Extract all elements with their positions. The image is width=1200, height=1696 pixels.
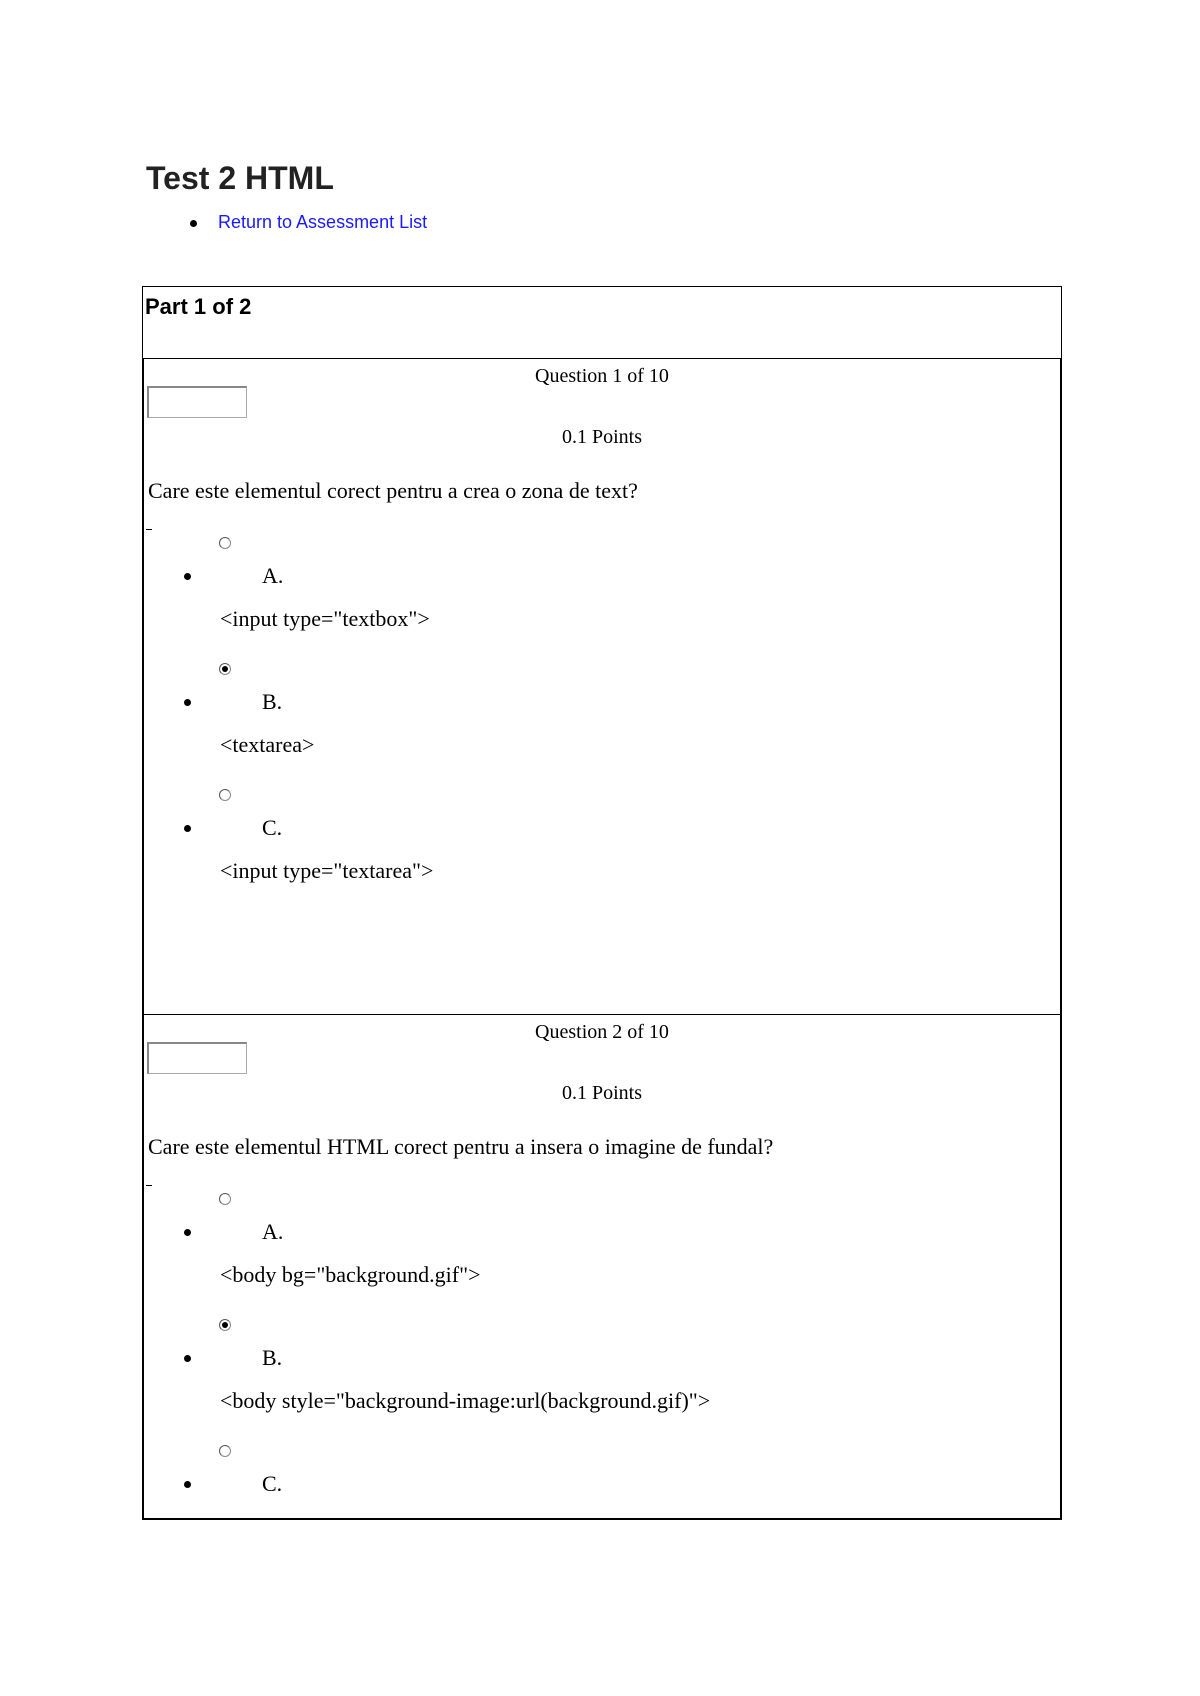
answer-letter: B. bbox=[262, 1345, 283, 1370]
radio-button-b[interactable] bbox=[219, 663, 231, 675]
answer-text: <body bg="background.gif"> bbox=[220, 1262, 481, 1287]
nav-list bbox=[146, 208, 427, 236]
answer-text: <body style="background-image:url(background.gif)"> bbox=[220, 1388, 711, 1413]
answer-letter: A. bbox=[262, 563, 284, 588]
page-title: Test 2 HTML bbox=[146, 160, 334, 196]
bullet-icon bbox=[184, 573, 191, 580]
return-to-assessment-list-link[interactable]: Return to Assessment List bbox=[218, 212, 428, 232]
answer-text: <input type="textarea"> bbox=[220, 858, 434, 883]
question-points: 0.1 Points bbox=[561, 426, 643, 448]
radio-button-a[interactable] bbox=[219, 537, 231, 549]
bullet-icon bbox=[184, 1229, 191, 1236]
answer-list bbox=[144, 1187, 1060, 1520]
divider-tick bbox=[146, 529, 152, 530]
question-points: 0.1 Points bbox=[561, 1082, 643, 1104]
answer-option-b bbox=[144, 1313, 1060, 1439]
answer-text: <input type="textbox"> bbox=[220, 606, 430, 631]
nav-item-return bbox=[146, 208, 427, 236]
radio-button-c[interactable] bbox=[219, 789, 231, 801]
score-input[interactable] bbox=[147, 1042, 247, 1074]
answer-text: <textarea> bbox=[220, 732, 315, 757]
radio-button-b[interactable] bbox=[219, 1319, 231, 1331]
bullet-icon bbox=[184, 1481, 191, 1488]
answer-list bbox=[144, 531, 1060, 909]
answer-letter: B. bbox=[262, 689, 283, 714]
answer-letter: A. bbox=[262, 1219, 284, 1244]
score-input[interactable] bbox=[147, 386, 247, 418]
radio-button-a[interactable] bbox=[219, 1193, 231, 1205]
divider-tick bbox=[146, 1185, 152, 1186]
question-number: Question 1 of 10 bbox=[535, 365, 669, 387]
question-text: Care este elementul HTML corect pentru a insera o imagine de fundal? bbox=[148, 1134, 774, 1159]
question-text: Care este elementul corect pentru a crea o zona de text? bbox=[148, 478, 638, 503]
bullet-icon bbox=[184, 699, 191, 706]
radio-button-c[interactable] bbox=[219, 1445, 231, 1457]
questions-container bbox=[142, 358, 1062, 1520]
answer-option-c bbox=[144, 783, 1060, 909]
bullet-icon bbox=[184, 825, 191, 832]
question-1 bbox=[144, 359, 1060, 1015]
answer-option-a bbox=[144, 1187, 1060, 1313]
bullet-icon bbox=[184, 1355, 191, 1362]
answer-option-b bbox=[144, 657, 1060, 783]
part-header bbox=[142, 286, 1062, 359]
question-number: Question 2 of 10 bbox=[535, 1021, 669, 1043]
part-title: Part 1 of 2 bbox=[145, 294, 252, 319]
question-2 bbox=[144, 1015, 1060, 1520]
answer-letter: C. bbox=[262, 815, 283, 840]
bullet-icon bbox=[190, 220, 197, 227]
answer-letter: C. bbox=[262, 1471, 283, 1496]
answer-option-a bbox=[144, 531, 1060, 657]
answer-option-c bbox=[144, 1439, 1060, 1520]
